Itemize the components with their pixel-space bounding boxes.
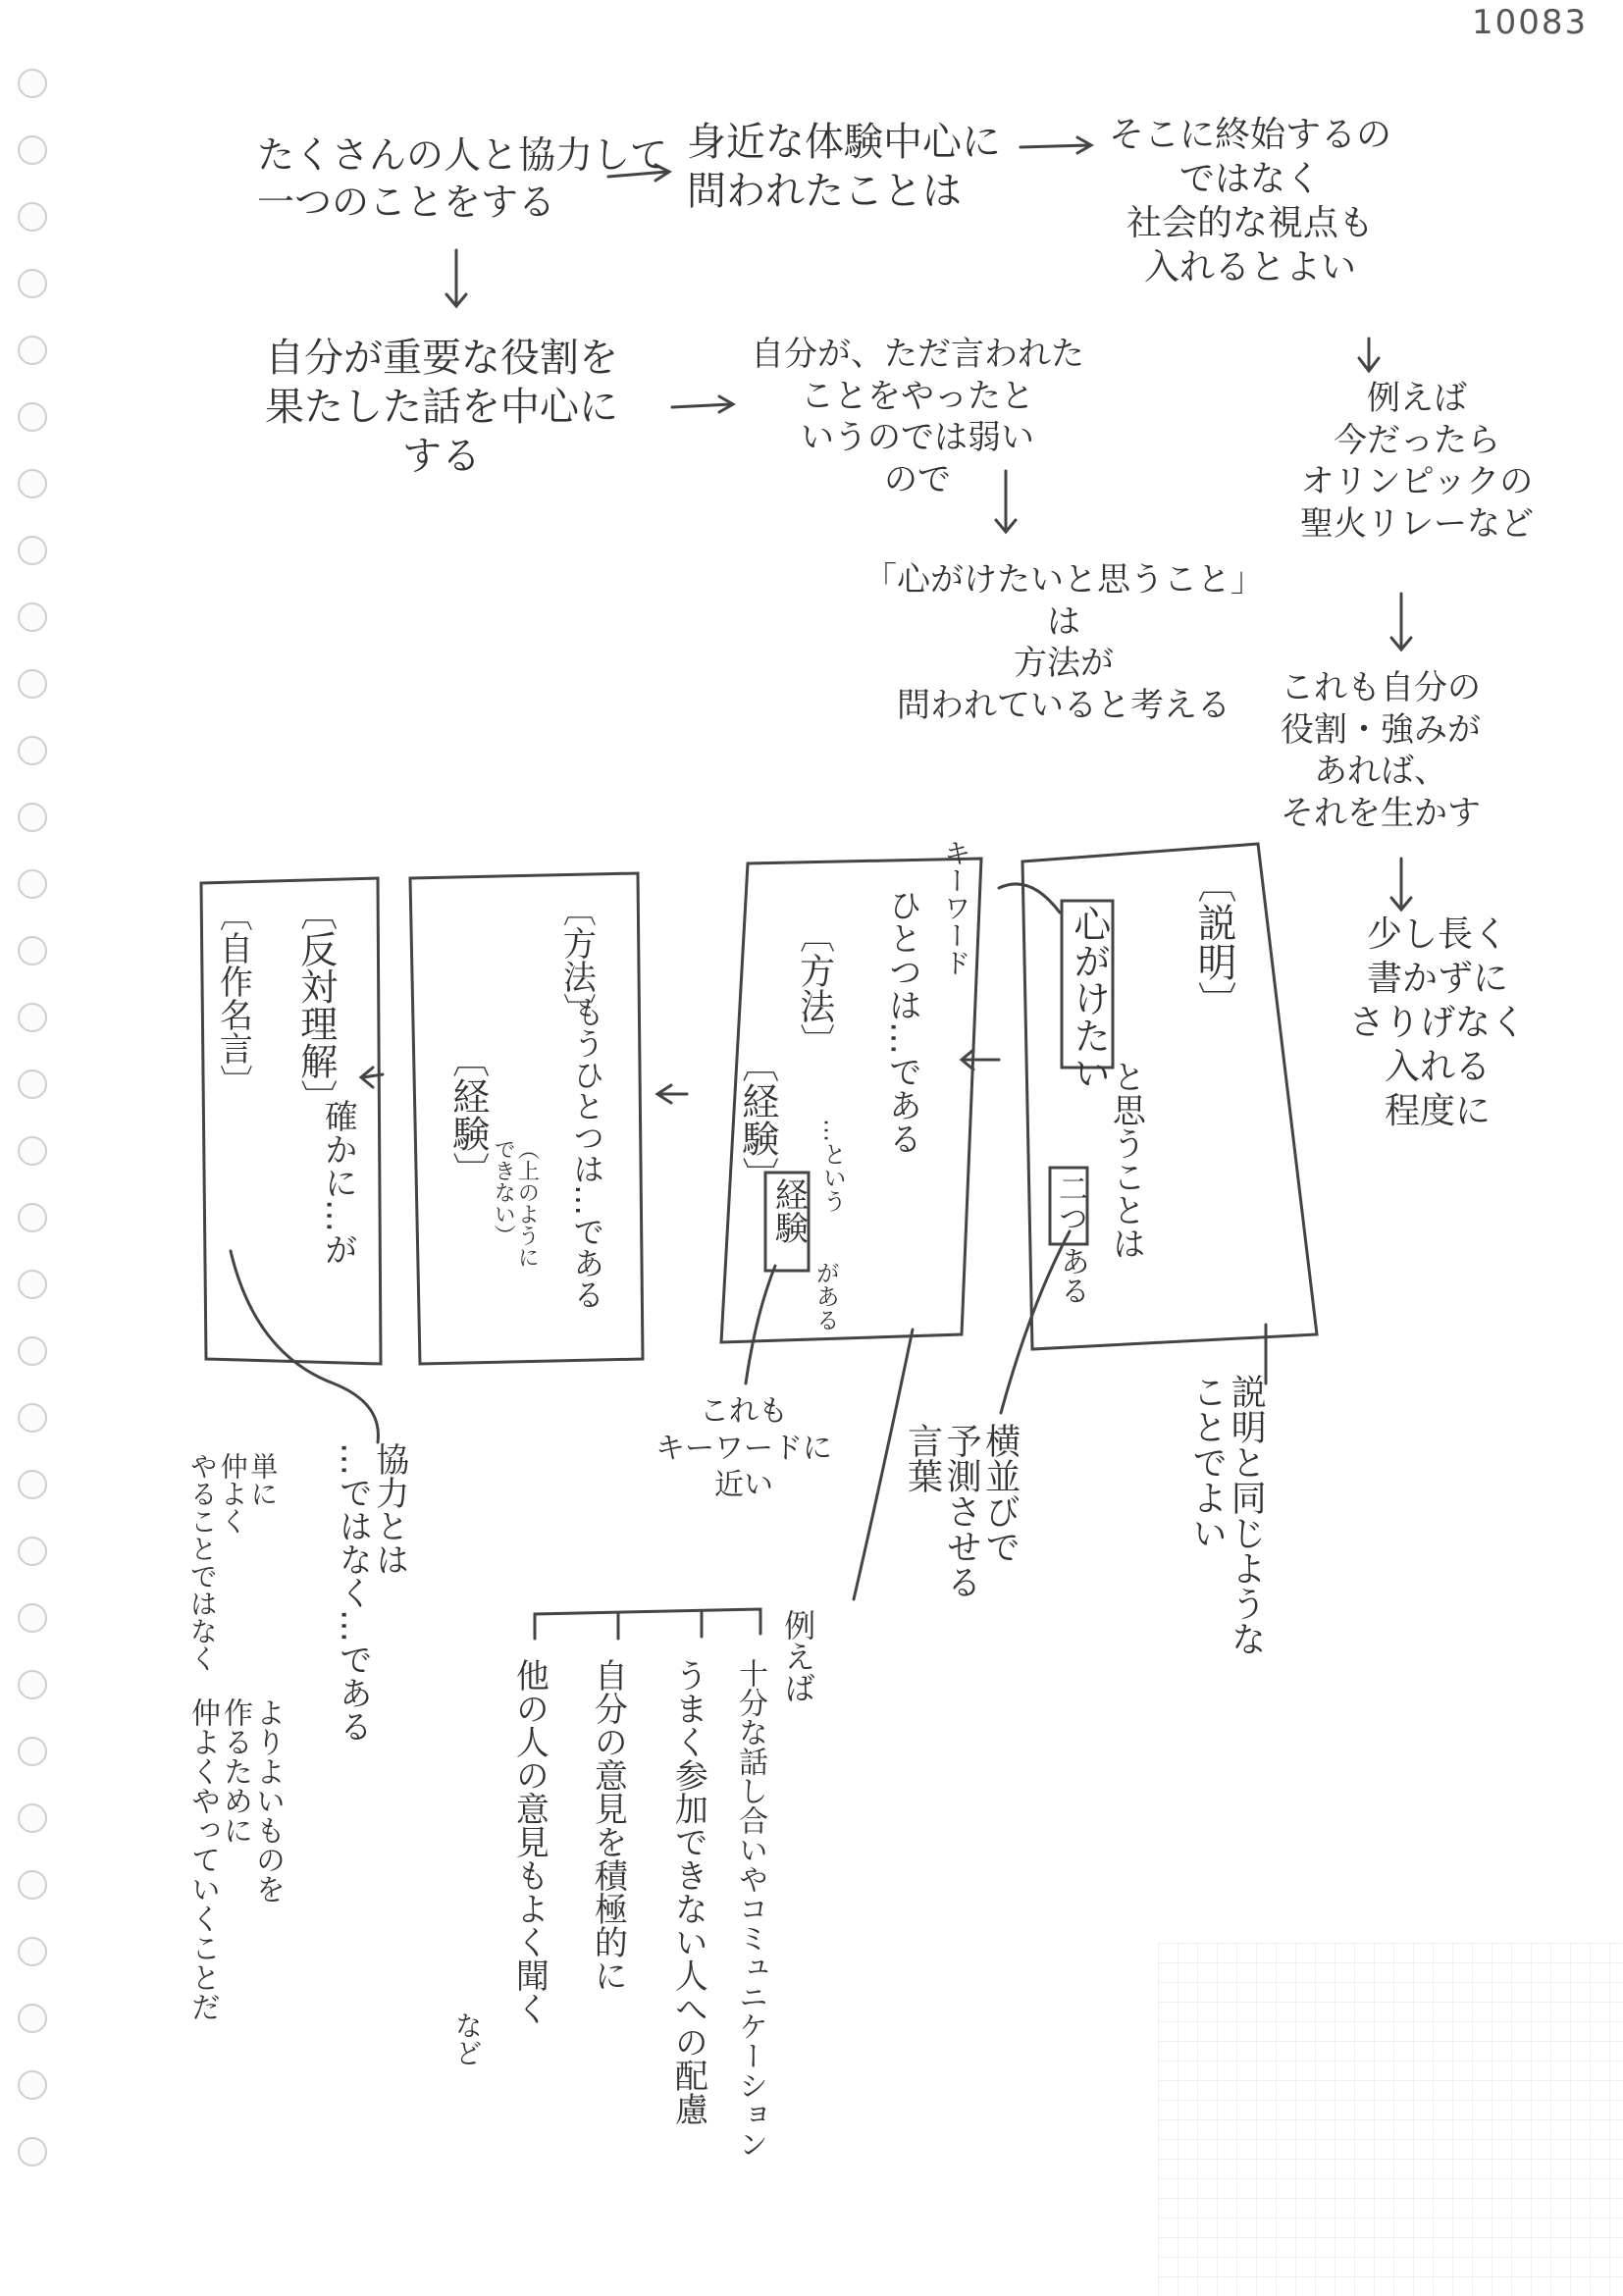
note-olympic-example: 例えば 今だったら オリンピックの 聖火リレーなど xyxy=(1300,379,1534,544)
list-item: うまく参加できない人への配慮 xyxy=(668,1658,708,2125)
box2-note: …という xyxy=(818,1119,847,1213)
box2-method-tag: 〔方法〕 xyxy=(794,917,835,1059)
note-parallel-words: 横並びで 予測させる 言葉 xyxy=(902,1423,1021,1599)
note-cooperation-task: たくさんの人と協力して 一つのことをする xyxy=(257,133,668,224)
box1-end: ある xyxy=(1055,1246,1089,1305)
box3-subnote: （上のように できない） xyxy=(491,1138,540,1268)
note-same-as-description: 説明と同じような ことでよい xyxy=(1186,1374,1267,1656)
note-method-asked: 「心がけたいと思うこと」 は 方法が 問われていると考える xyxy=(864,560,1264,725)
note-social-viewpoint: そこに終始するの ではなく 社会的な視点も 入れるとよい xyxy=(1109,115,1392,287)
note-brief-mention: 少し長く 書かずに さりげなく 入れる 程度に xyxy=(1349,914,1527,1131)
list-item: 他の人の意見もよく聞く xyxy=(509,1658,550,2025)
keyword-label: キーワード xyxy=(939,839,972,976)
box1-count: 二つ xyxy=(1053,1174,1087,1232)
note-own-strength: これも自分の 役割・強みが あれば、 それを生かす xyxy=(1281,668,1481,833)
box4-opposite-tag: 〔反対理解〕 xyxy=(293,893,338,1117)
box3-method-tag: 〔方法〕 xyxy=(556,893,597,1026)
box2-keyword: 経験 xyxy=(768,1177,809,1244)
note-familiar-experience: 身近な体験中心に 問われたことは xyxy=(687,120,1001,214)
box4-maxim-tag: 〔自作名言〕 xyxy=(213,898,253,1098)
note-not-just-told: 自分が、ただ言われた ことをやったと いうのでは弱い ので xyxy=(751,335,1084,499)
box3-experience-tag: 〔経験〕 xyxy=(445,1040,490,1189)
box2-experience-tag: 〔経験〕 xyxy=(735,1045,779,1194)
box1-keyword: 心がけたい xyxy=(1067,905,1111,1091)
box1-text: と思うことは xyxy=(1106,1060,1146,1260)
box2-end: がある xyxy=(812,1261,840,1331)
note-cooperation-definition: 協力とは …ではなく…である xyxy=(333,1442,409,1743)
box2-lead: ひとつは…である xyxy=(882,888,922,1155)
note-make-better: よりよいものを 作るために 仲よくやっていくことだ xyxy=(185,1697,285,2021)
list-item: 十分な話し合いやコミュニケーション xyxy=(733,1658,767,2159)
box1-title: 〔説明〕 xyxy=(1191,863,1236,1020)
note-near-keyword: これも キーワードに 近い xyxy=(655,1394,832,1502)
note-example-lead: 例えば xyxy=(779,1609,817,1703)
box3-text: もうひとつは…である xyxy=(568,996,606,1310)
list-etc: など xyxy=(450,2011,484,2066)
note-not-just-friendly: 単に 仲よく やることではなく xyxy=(185,1452,280,1672)
note-important-role: 自分が重要な役割を 果たした話を中心に する xyxy=(265,336,618,479)
list-item: 自分の意見を積極的に xyxy=(588,1658,628,1992)
page-number: 10083 xyxy=(1472,3,1589,42)
box4-text: 確かに…が xyxy=(318,1099,358,1266)
